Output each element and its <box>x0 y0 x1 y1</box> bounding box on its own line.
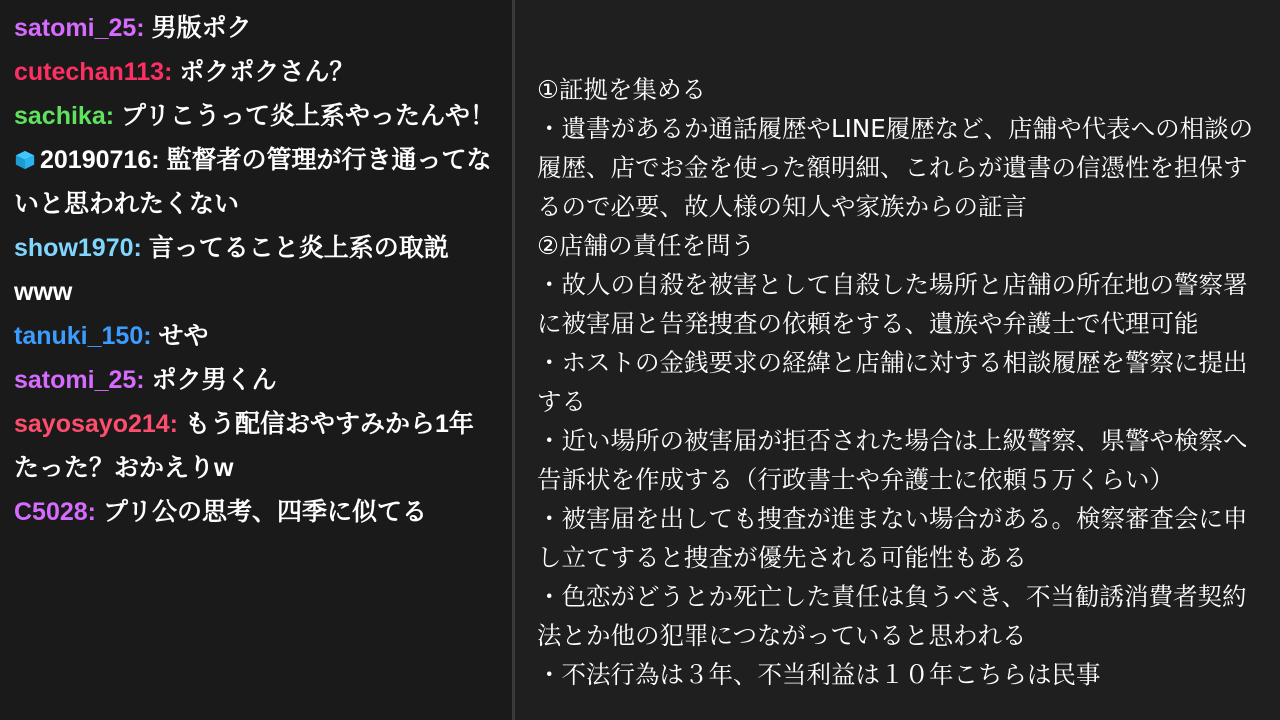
chat-username[interactable]: 20190716: <box>40 146 160 174</box>
chat-message-list <box>14 6 498 534</box>
chat-message-text: 言ってること炎上系の取説www <box>14 234 449 306</box>
chat-username[interactable]: show1970: <box>14 234 142 262</box>
document-line: ・遺書があるか通話履歴やLINE履歴など、店舗や代表への相談の履歴、店でお金を使った額明細、これらが遺書の信憑性を担保するので必要、故人様の知人や家族からの証言 <box>537 114 1254 221</box>
chat-message-text: ポク男くん <box>151 366 277 394</box>
chat-message-text: もう配信おやすみから1年たった？おかえりw <box>14 410 474 482</box>
chat-username[interactable]: satomi_25: <box>14 14 145 42</box>
chat-message <box>14 358 498 402</box>
chat-username[interactable]: tanuki_150: <box>14 322 152 350</box>
chat-message <box>14 94 498 138</box>
document-line: ①証拠を集める <box>537 75 706 104</box>
chat-username[interactable]: satomi_25: <box>14 366 145 394</box>
document-line: ・ホストの金銭要求の経緯と店舗に対する相談履歴を警察に提出する <box>537 348 1248 416</box>
chat-message-text: ポクポクさん？ <box>179 58 355 86</box>
document-line: ・故人の自殺を被害として自殺した場所と店舗の所在地の警察署に被害届と告発捜査の依頼をする、遺族や弁護士で代理可能 <box>537 270 1248 338</box>
chat-message <box>14 50 498 94</box>
document-line: ・近い場所の被害届が拒否された場合は上級警察、県警や検察へ告訴状を作成する（行政書士や弁護士に依頼５万くらい） <box>537 426 1248 494</box>
chat-message-text: せや <box>158 322 209 350</box>
chat-message <box>14 6 498 50</box>
chat-message <box>14 402 498 490</box>
document-line: ・不法行為は３年、不当利益は１０年こちらは民事 <box>537 660 1101 689</box>
chat-message <box>14 226 498 314</box>
chat-username[interactable]: sayosayo214: <box>14 410 179 438</box>
chat-pane[interactable] <box>0 0 512 720</box>
chat-message-text: プリこうって炎上系やったんや！ <box>121 102 496 130</box>
chat-message-text: 監督者の管理が行き通ってないと思われたくない <box>14 146 492 218</box>
chat-message <box>14 314 498 358</box>
document-line: ②店舗の責任を問う <box>537 231 755 260</box>
chat-message <box>14 138 498 226</box>
document-line: ・色恋がどうとか死亡した責任は負うべき、不当勧誘消費者契約法とか他の犯罪につながっていると思われる <box>537 582 1247 650</box>
cube-badge-icon <box>14 141 36 163</box>
chat-message-text: 男版ポク <box>151 14 252 42</box>
chat-message <box>14 490 498 534</box>
document-pane[interactable] <box>515 0 1280 720</box>
chat-message-text: プリ公の思考、四季に似てる <box>102 498 427 526</box>
chat-username[interactable]: C5028: <box>14 498 96 526</box>
document-line: ・被害届を出しても捜査が進まない場合がある。検察審査会に申し立てすると捜査が優先される可能性もある <box>537 504 1248 572</box>
document-text-block <box>537 70 1258 694</box>
chat-username[interactable]: cutechan113: <box>14 58 173 86</box>
chat-username[interactable]: sachika: <box>14 102 115 130</box>
